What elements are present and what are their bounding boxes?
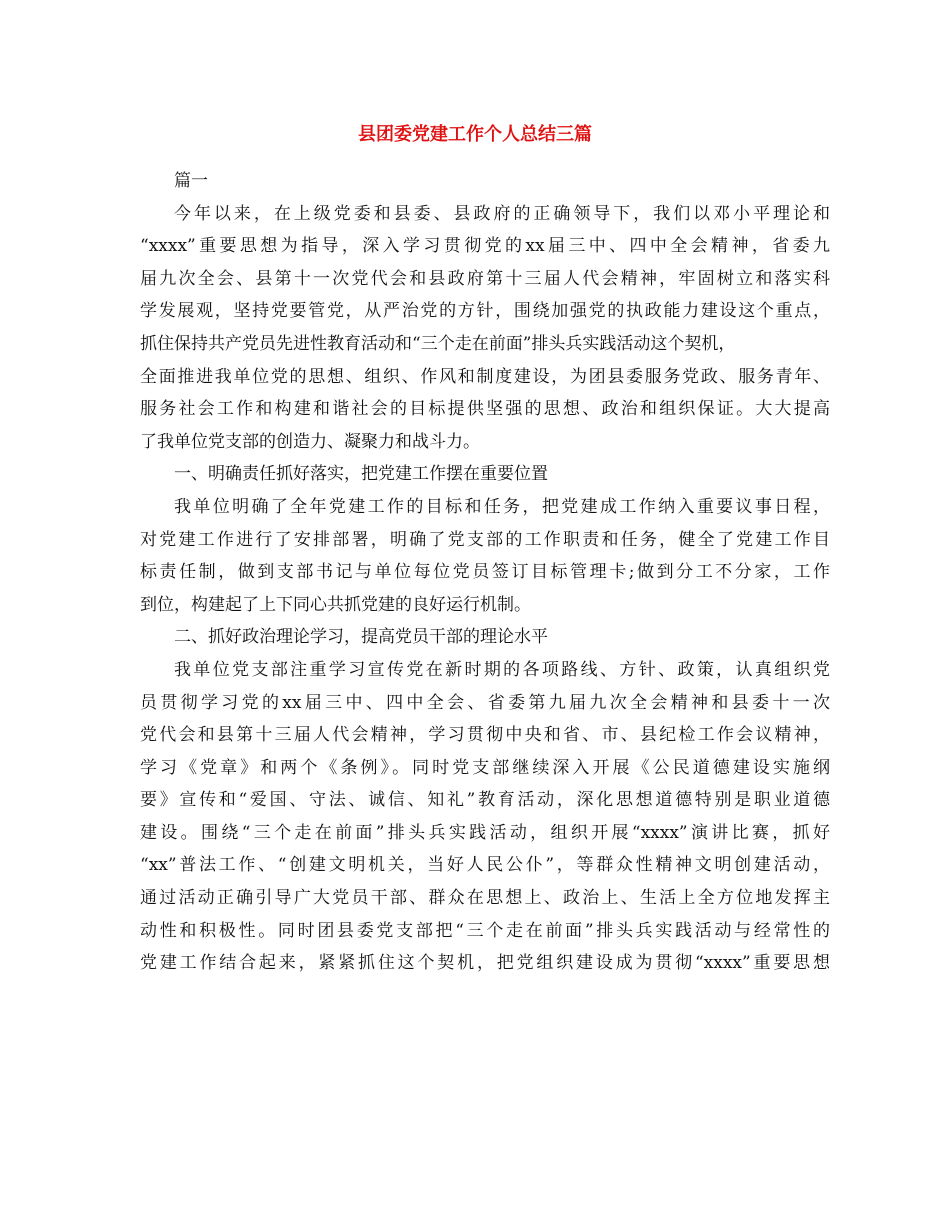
document-title: 县团委党建工作个人总结三篇	[358, 124, 592, 145]
body-line: 篇一	[174, 171, 208, 191]
body-line: 要》宣传和“爱国、守法、诚信、知礼”教育活动，深化思想道德特别是职业道德	[140, 790, 830, 811]
body-line: “xxxx”重要思想为指导，深入学习贯彻党的xx届三中、四中全会精神，省委九	[140, 236, 830, 257]
body-line: 对党建工作进行了安排部署，明确了党支部的工作职责和任务，健全了党建工作目	[140, 529, 830, 550]
body-line: 服务社会工作和构建和谐社会的目标提供坚强的思想、政治和组织保证。大大提高	[140, 399, 830, 420]
body-line: 抓住保持共产党员先进性教育活动和“三个走在前面”排头兵实践活动这个契机，	[140, 333, 736, 354]
body-line: 届九次全会、县第十一次党代会和县政府第十三届人代会精神，牢固树立和落实科	[140, 268, 830, 289]
body-line: 动性和积极性。同时团县委党支部把“三个走在前面”排头兵实践活动与经常性的	[140, 920, 830, 941]
body-line: 通过活动正确引导广大党员干部、群众在思想上、政治上、生活上全方位地发挥主	[140, 888, 830, 909]
body-line: “xx”普法工作、“创建文明机关，当好人民公仆”，等群众性精神文明创建活动，	[140, 855, 830, 876]
body-line: 标责任制，做到支部书记与单位每位党员签订目标管理卡;做到分工不分家，工作	[140, 562, 830, 583]
body-line: 到位，构建起了上下同心共抓党建的良好运行机制。	[140, 594, 531, 615]
body-line: 今年以来，在上级党委和县委、县政府的正确领导下，我们以邓小平理论和	[174, 203, 830, 224]
body-line: 学发展观，坚持党要管党，从严治党的方针，围绕加强党的执政能力建设这个重点，	[140, 301, 830, 322]
body-line: 建设。围绕“三个走在前面”排头兵实践活动，组织开展“xxxx”演讲比赛，抓好	[140, 822, 830, 843]
body-line: 我单位明确了全年党建工作的目标和任务，把党建成工作纳入重要议事日程，	[174, 496, 830, 517]
body-line: 党建工作结合起来，紧紧抓住这个契机，把党组织建设成为贯彻“xxxx”重要思想	[140, 953, 830, 974]
body-line: 全面推进我单位党的思想、组织、作风和制度建设，为团县委服务党政、服务青年、	[140, 366, 830, 387]
body-line: 学习《党章》和两个《条例》。同时党支部继续深入开展《公民道德建设实施纲	[140, 757, 830, 778]
body-line: 二、抓好政治理论学习，提高党员干部的理论水平	[174, 627, 548, 648]
body-line: 党代会和县第十三届人代会精神，学习贯彻中央和省、市、县纪检工作会议精神，	[140, 725, 830, 746]
body-line: 了我单位党支部的创造力、凝聚力和战斗力。	[140, 431, 480, 452]
document-body	[140, 165, 830, 980]
body-line: 一、明确责任抓好落实，把党建工作摆在重要位置	[174, 464, 548, 485]
body-line: 我单位党支部注重学习宣传党在新时期的各项路线、方针、政策，认真组织党	[174, 659, 830, 680]
body-line: 员贯彻学习党的xx届三中、四中全会、省委第九届九次全会精神和县委十一次	[140, 692, 830, 713]
